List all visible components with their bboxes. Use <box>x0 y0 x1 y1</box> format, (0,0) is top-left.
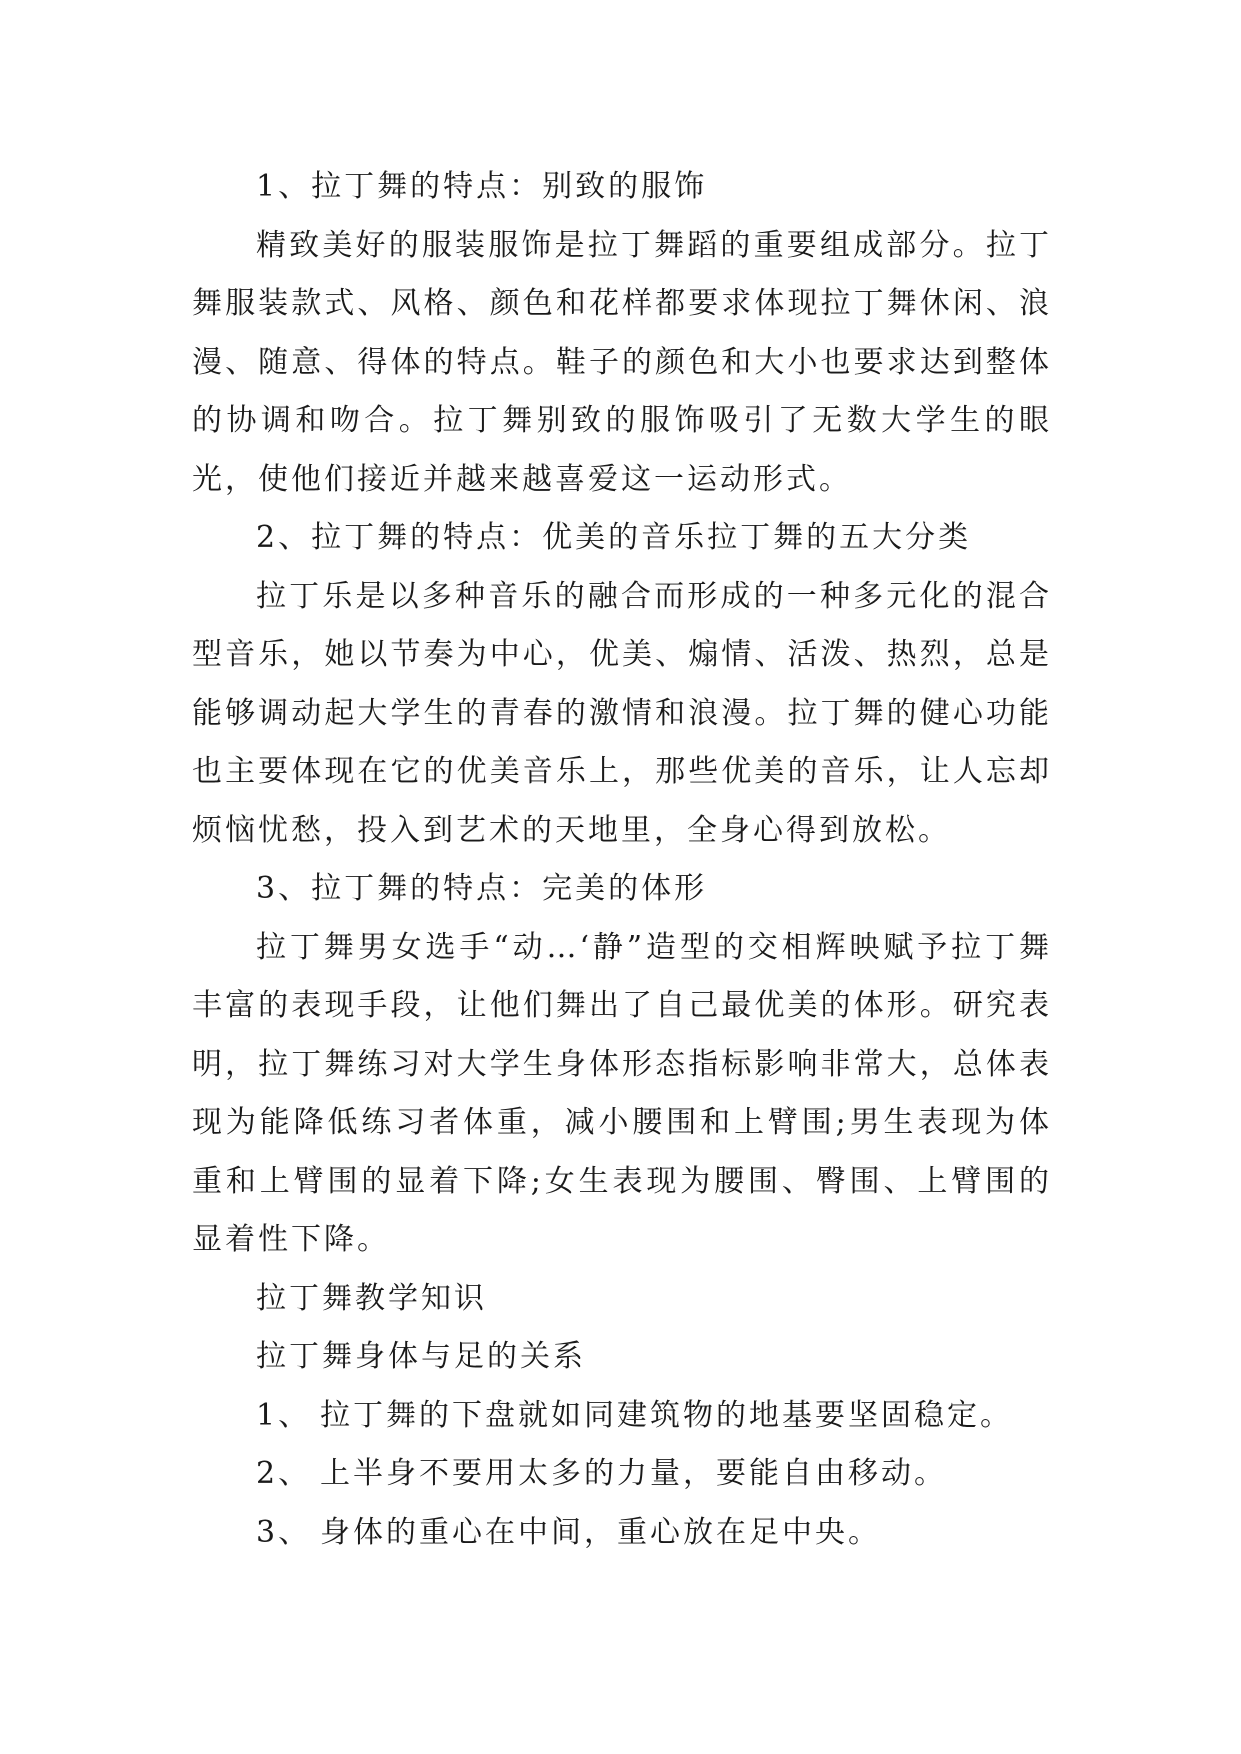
document-body <box>192 158 1052 1562</box>
section-heading-1: 1、拉丁舞的特点：别致的服饰 <box>256 169 708 204</box>
list-item <box>192 1504 1052 1563</box>
section-heading-2: 2、拉丁舞的特点：优美的音乐拉丁舞的五大分类 <box>256 520 972 555</box>
list-item-number: 1、 <box>256 1397 312 1433</box>
paragraph-music: 拉丁乐是以多种音乐的融合而形成的一种多元化的混合型音乐，她以节奏为中心，优美、煽情、活泼、热烈，总是能够调动起大学生的青春的激情和浪漫。拉丁舞的健心功能也主要体现在它的优美音乐上，那些优美的音乐，让人忘却烦恼忧愁，投入到艺术的天地里，全身心得到放松。 <box>192 578 1052 848</box>
paragraph-figure: 拉丁舞男女选手“动…‘静”造型的交相辉映赋予拉丁舞丰富的表现手段，让他们舞出了自己最优美的体形。研究表明，拉丁舞练习对大学生身体形态指标影响非常大，总体表现为能降低练习者体重，减小腰围和上臂围;男生表现为体重和上臂围的显着下降;女生表现为腰围、臀围、上臂围的显着性下降。 <box>192 929 1052 1257</box>
section-heading-3: 3、拉丁舞的特点：完美的体形 <box>256 871 708 906</box>
list-item-text: 拉丁舞的下盘就如同建筑物的地基要坚固稳定。 <box>320 1397 1013 1433</box>
list-item-text: 上半身不要用太多的力量，要能自由移动。 <box>320 1456 947 1491</box>
list-item-text: 身体的重心在中间，重心放在足中央。 <box>320 1514 881 1550</box>
paragraph-costume: 精致美好的服装服饰是拉丁舞蹈的重要组成部分。拉丁舞服装款式、风格、颜色和花样都要求体现拉丁舞休闲、浪漫、随意、得体的特点。鞋子的颜色和大小也要求达到整体的协调和吻合。拉丁舞别致的服饰吸引了无数大学生的眼光，使他们接近并越来越喜爱这一运动形式。 <box>192 227 1052 497</box>
list-item-number: 3、 <box>256 1514 312 1550</box>
list-item <box>192 1387 1052 1446</box>
list-item <box>192 1445 1052 1504</box>
list-item-number: 2、 <box>256 1456 312 1491</box>
subheading-teaching: 拉丁舞教学知识 <box>256 1280 487 1316</box>
subheading-body-feet: 拉丁舞身体与足的关系 <box>256 1339 586 1374</box>
